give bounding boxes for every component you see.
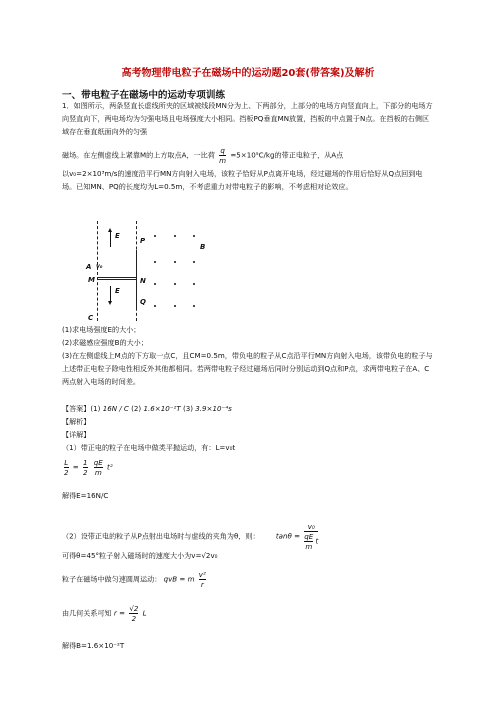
answer-2-prefix: (2) <box>131 404 142 413</box>
eq1-left-fraction <box>64 458 69 477</box>
detail-step-4: 可得θ=45°粒子射入磁场时的速度大小为v=√2v₀ <box>62 551 218 560</box>
radius-denominator: 2 <box>129 613 138 623</box>
e-label-down: E <box>115 287 120 295</box>
magnetic-field-dot <box>193 305 195 307</box>
question-part-3: (3)在左侧虚线上M点的下方取一点C，且CM=0.5m，带负电的粒子从C点沿平行MN方向射入电场，该带负电的粒子与上述带正电粒子除电性相反外其他都相同。若两带电粒子经过磁场后同时分别运动到Q点和P点，求两带电粒子在A、C两点射入电场的时间差。 <box>62 351 433 386</box>
eq1-half-denominator: 2 <box>83 468 88 477</box>
point-a-label: A <box>86 263 92 271</box>
detail-label: 【详解】 <box>62 430 91 439</box>
point-m-label: M <box>88 276 95 284</box>
magnetic-field-dot <box>154 235 156 237</box>
point-q-label: Q <box>140 298 146 306</box>
question-conditions: 以v₀=2×10³m/s的速度沿平行MN方向射入电场，该粒子恰好从P点离开电场，经过磁场的作用后恰好从Q点回到电场。已知MN、PQ的长度均为L=0.5m，不考虑重力对带电粒子的影响，不考虑相对论效应。 <box>62 169 423 191</box>
force-equation: qvB = m <box>163 574 195 584</box>
radius-fraction <box>129 604 138 623</box>
question-part-2: (2)求磁感应强度B的大小； <box>62 338 148 347</box>
magnetic-field-label: B <box>200 243 206 251</box>
magnetic-field-dot <box>154 283 156 285</box>
tan-inner-fraction <box>304 532 313 551</box>
answer-prefix: 【答案】(1) <box>62 404 101 413</box>
electric-field-up-arrow <box>110 231 111 247</box>
tan-equation <box>276 522 321 551</box>
eq1-half-fraction <box>83 458 88 477</box>
detail-step-3-text: （2）设带正电的粒子从P点射出电场时与虚线的夹角为θ，则： <box>62 531 260 541</box>
particle-path-a <box>97 277 136 278</box>
eq1-half-numerator: 1 <box>83 458 88 467</box>
magnetic-field-dot <box>174 261 176 263</box>
question-part-1: (1)求电场强度E的大小； <box>62 325 141 334</box>
ratio-line-text-a: 磁场。在左侧虚线上紧靠M的上方取点A，一比荷 <box>62 150 215 160</box>
radius-numerator: √2 <box>129 604 139 613</box>
section-heading: 一、带电粒子在磁场中的运动专项训练 <box>62 90 226 101</box>
magnetic-field-dot <box>193 261 195 263</box>
charge-mass-ratio <box>219 146 226 165</box>
eq1-left-numerator: L <box>64 458 69 467</box>
detail-step-6-text: 由几何关系可知 <box>62 608 112 618</box>
detail-step-1: （1）带正电的粒子在电场中做类平抛运动，有：L=v₀t <box>62 443 236 452</box>
mn-line <box>97 279 136 280</box>
magnetic-field-dot <box>174 235 176 237</box>
tan-inner-denominator: m <box>305 542 313 551</box>
physics-diagram <box>86 221 212 322</box>
question-ratio-line <box>62 146 434 165</box>
question-text-1: 1．如图所示，两条竖直长虚线所夹的区域被线段MN分为上、下两部分，上部分的电场方向竖直向上，下部分的电场方向竖直向下，两电场均为匀强电场且电场强度大小相同。挡板PQ垂直MN放置，挡板的中点置于N点。在挡板的右侧区域存在垂直纸面向外的匀强 <box>62 101 433 136</box>
tan-label: tanθ = <box>275 531 301 541</box>
tan-numerator: v₀ <box>307 522 315 531</box>
magnetic-field-dot <box>154 305 156 307</box>
radius-equation: r = <box>113 608 126 618</box>
tan-time: t <box>315 536 319 546</box>
eq1-qe: qE <box>93 458 103 467</box>
point-n-label: N <box>140 277 146 285</box>
point-c-label: C <box>88 314 94 322</box>
eq1-m: m <box>94 468 102 477</box>
pq-plate <box>136 250 137 308</box>
ratio-numerator: q <box>220 146 225 155</box>
detail-step-5-text: 粒子在磁场中做匀速圆周运动： <box>62 574 162 584</box>
detail-step-3 <box>62 522 434 551</box>
v0-label: v₀ <box>96 263 103 270</box>
ratio-denominator: m <box>219 156 227 165</box>
e-label-up: E <box>115 232 120 240</box>
ratio-line-text-b: =5×10⁵C/kg的带正电粒子，从A点 <box>230 150 344 160</box>
eq1-time-squared: t² <box>107 462 113 472</box>
answer-line <box>62 403 434 416</box>
detail-step-2: 解得E=16N/C <box>62 491 109 500</box>
electric-field-down-arrow <box>110 286 111 302</box>
point-p-label: P <box>140 237 146 245</box>
left-dashed-line <box>97 221 98 321</box>
force-fraction <box>199 570 206 589</box>
radius-length: L <box>142 608 147 618</box>
magnetic-field-dot <box>154 261 156 263</box>
document-title: 高考物理带电粒子在磁场中的运动题20套(带答案)及解析 <box>121 68 375 79</box>
magnetic-field-dot <box>193 235 195 237</box>
magnetic-field-dot <box>174 305 176 307</box>
tan-denominator <box>304 531 318 551</box>
force-denominator: r <box>199 579 206 589</box>
tan-fraction <box>304 522 318 551</box>
answer-2: 1.6×10⁻²T <box>143 404 181 413</box>
equation-1: $\frac{L}{2}$ = $\frac{1}{2}$ $\frac{qE}{m}$ t² <box>64 458 113 477</box>
detail-step-5 <box>62 570 434 589</box>
analysis-label: 【解析】 <box>62 417 91 426</box>
answer-3: 3.9×10⁻⁴s <box>195 404 232 413</box>
magnetic-field-dot <box>174 283 176 285</box>
force-numerator: v² <box>198 570 206 579</box>
answer-3-prefix: (3) <box>182 404 193 413</box>
tan-inner-numerator: qE <box>304 532 314 541</box>
eq1-acceleration-fraction <box>94 458 103 477</box>
detail-step-6 <box>62 604 434 623</box>
answer-1: 16N / C <box>102 404 129 413</box>
question-intro <box>62 100 434 138</box>
detail-step-7: 解得B=1.6×10⁻²T <box>62 641 125 650</box>
eq1-left-denominator: 2 <box>64 468 69 477</box>
magnetic-field-dot <box>193 283 195 285</box>
